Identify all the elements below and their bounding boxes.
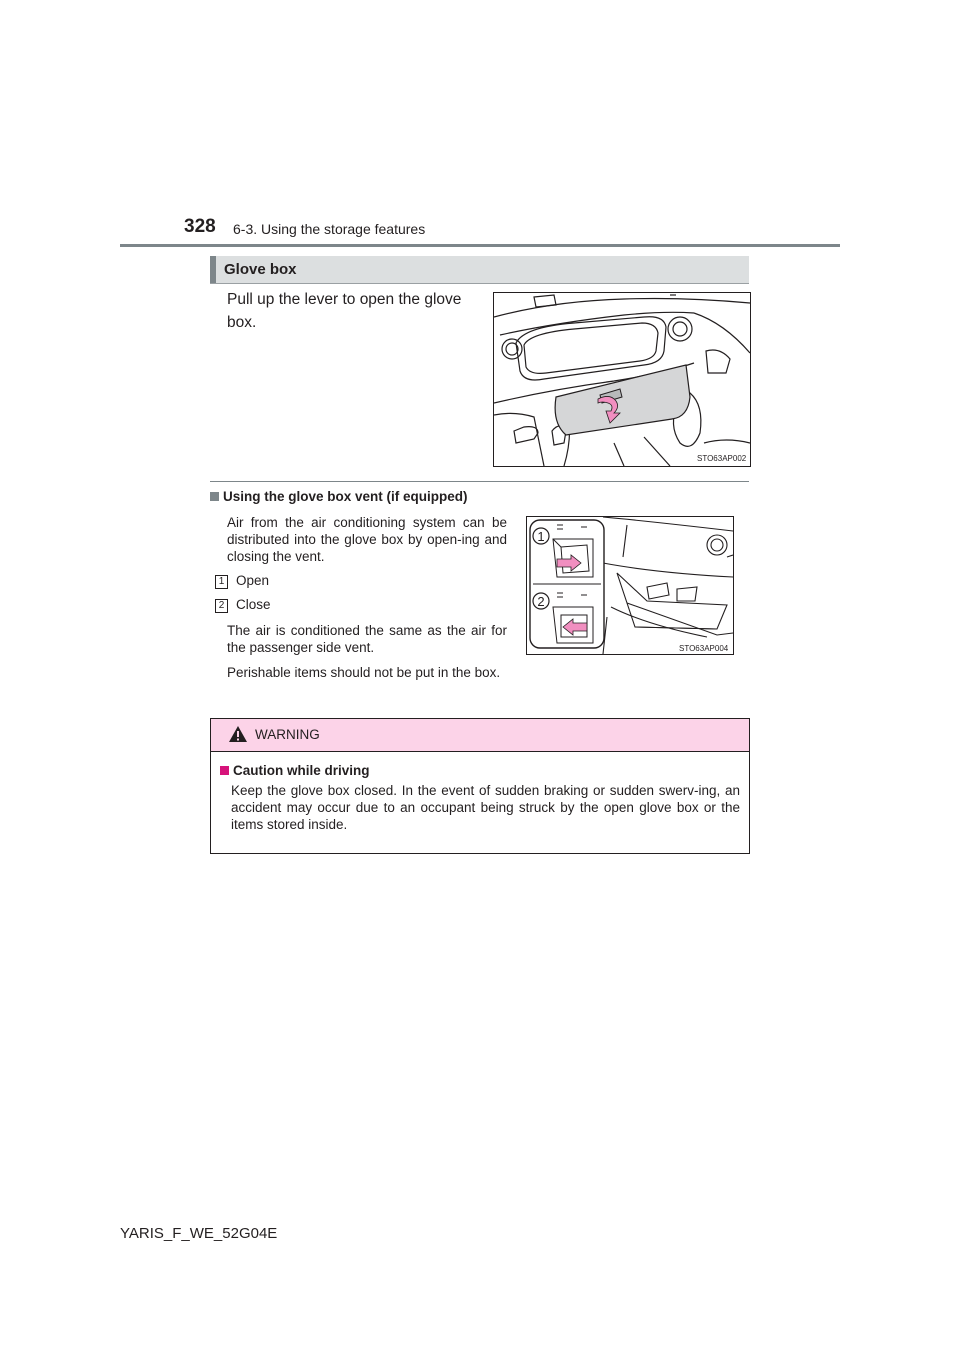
figure-code: STO63AP002 — [697, 454, 747, 463]
dashboard-drawing — [494, 293, 750, 466]
step-number-2: 2 — [215, 599, 228, 613]
glove-box-intro — [227, 288, 487, 334]
warning-subheading-text: Caution while driving — [233, 763, 370, 778]
step-number-1: 1 — [215, 575, 228, 589]
vent-note-2: Perishable items should not be put in the box. — [227, 665, 501, 680]
section-title-accent — [210, 256, 216, 283]
intro-line-1: Pull up the lever to open the glove — [227, 291, 462, 308]
header-rule — [120, 244, 840, 247]
section-header: 6-3. Using the storage features — [233, 221, 426, 237]
callout-1: 1 — [537, 529, 545, 544]
vent-drawing — [527, 517, 733, 654]
warning-box — [210, 718, 750, 854]
glove-box-illustration — [493, 292, 751, 467]
warning-text: Keep the glove box closed. In the event of sudden braking or sudden swerv-ing, an accident may occur due to an occupant being struck by the open glove box or the items stored inside. — [231, 783, 740, 832]
step-open-label: Open — [236, 573, 270, 588]
step-close — [215, 597, 271, 613]
document-code: YARIS_F_WE_52G04E — [120, 1225, 278, 1242]
figure-code-2: STO63AP004 — [679, 644, 729, 653]
section-divider — [210, 481, 749, 482]
section-title-bar — [210, 256, 749, 284]
warning-bullet-icon — [220, 766, 229, 775]
vent-note-1: The air is conditioned the same as the air for the passenger side vent. — [227, 623, 507, 655]
step-open — [215, 573, 269, 589]
vent-description: Air from the air conditioning system can be distributed into the glove box by open-ing and closing the vent. — [227, 515, 507, 564]
vent-subheading-text: Using the glove box vent (if equipped) — [223, 489, 468, 504]
vent-subheading — [210, 489, 468, 504]
warning-label: WARNING — [255, 727, 320, 742]
warning-triangle-icon — [228, 725, 248, 748]
warning-subheading — [220, 763, 370, 778]
intro-line-2: box. — [227, 314, 257, 331]
glove-box-vent-illustration — [526, 516, 734, 655]
bullet-square-icon — [210, 492, 219, 501]
page-number: 328 — [184, 216, 216, 237]
section-title: Glove box — [224, 261, 297, 278]
warning-header — [211, 719, 749, 752]
callout-2: 2 — [537, 594, 545, 609]
step-close-label: Close — [236, 597, 271, 612]
